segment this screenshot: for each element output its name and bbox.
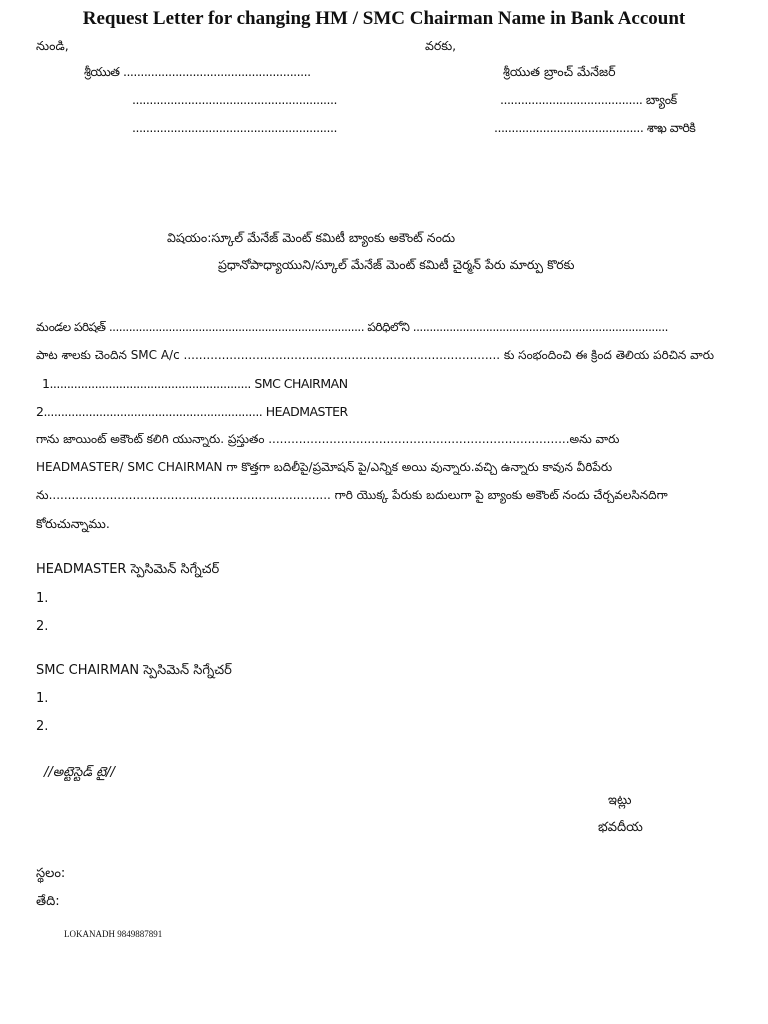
to-branch-line: ........................................... శాఖ వారికి — [494, 120, 696, 135]
from-label: నుండి, — [36, 38, 69, 53]
body-line-4-headmaster: 2............................................................... HEADMASTER — [36, 404, 348, 419]
body-line-6: HEADMASTER/ SMC CHAIRMAN గా కొత్తగా బదిలీపై/ప్రమోషన్ పై/ఎన్నిక అయి వున్నారు.వచ్చి ఉన్నారు కావున వీరిపేరు — [36, 460, 613, 474]
body-line-7: ను.......................................................................... గారి యొక్క పేరుకు బదులుగా పై బ్యాంకు అకౌంట్ నందు చేర్చవలసినదిగా — [36, 488, 668, 502]
smc-signature-heading: SMC CHAIRMAN స్పెసిమెన్ సిగ్నేచర్ — [36, 663, 232, 678]
letter-title: Request Letter for changing HM / SMC Chairman Name in Bank Account — [82, 8, 686, 29]
attested-label: //అట్టెస్టెడ్ టై// — [44, 765, 115, 780]
footer-contact: LOKANADH 9849887891 — [64, 929, 163, 939]
to-label: వరకు, — [425, 38, 457, 53]
subject-line-1: విషయం:స్కూల్ మేనేజ్ మెంట్ కమిటీ బ్యాంకు అకౌంట్ నందు — [167, 230, 456, 245]
from-address-line-1: ........................................................... — [132, 92, 337, 107]
body-line-8: కోరుచున్నాము. — [36, 516, 110, 531]
place-label: స్థలం: — [36, 866, 66, 881]
date-label: తేది: — [36, 894, 60, 909]
closing-itlu: ఇట్లు — [608, 793, 632, 808]
from-name-line: శ్రీయుత ...................................................... — [84, 64, 311, 79]
from-address-line-2: ........................................................... — [132, 120, 337, 135]
to-branch-manager: శ్రీయుత బ్రాంచ్ మేనేజర్ — [503, 64, 616, 79]
body-line-1: మండల పరిషత్ ............................................................................. పరిధిలోని ............................................................................. — [36, 320, 668, 334]
smc-signature-item-2: 2. — [36, 719, 49, 734]
hm-signature-heading: HEADMASTER స్పెసిమెన్ సిగ్నేచర్ — [36, 562, 220, 577]
hm-signature-item-1: 1. — [36, 591, 49, 606]
smc-signature-item-1: 1. — [36, 691, 49, 706]
body-line-3-smc-chairman: 1.......................................................... SMC CHAIRMAN — [42, 376, 348, 391]
body-line-2: పాట శాలకు చెందిన SMC A/c ................................................................................... కు సంభందించి ఈ క్రింద తెలియ పరిచిన వారు — [36, 348, 714, 362]
subject-line-2: ప్రధానోపాధ్యాయుని/స్కూల్ మేనేజ్ మెంట్ కమిటీ చైర్మన్ పేరు మార్పు కొరకు — [218, 257, 575, 272]
closing-bhavadeeya: భవదీయ — [598, 820, 643, 835]
body-line-5: గాను జాయింట్ అకౌంట్ కలిగి యున్నారు. ప్రస్తుతం ...............................................................................అను వారు — [36, 432, 620, 446]
hm-signature-item-2: 2. — [36, 619, 49, 634]
to-bank-line: ......................................... బ్యాంక్ — [500, 92, 677, 107]
